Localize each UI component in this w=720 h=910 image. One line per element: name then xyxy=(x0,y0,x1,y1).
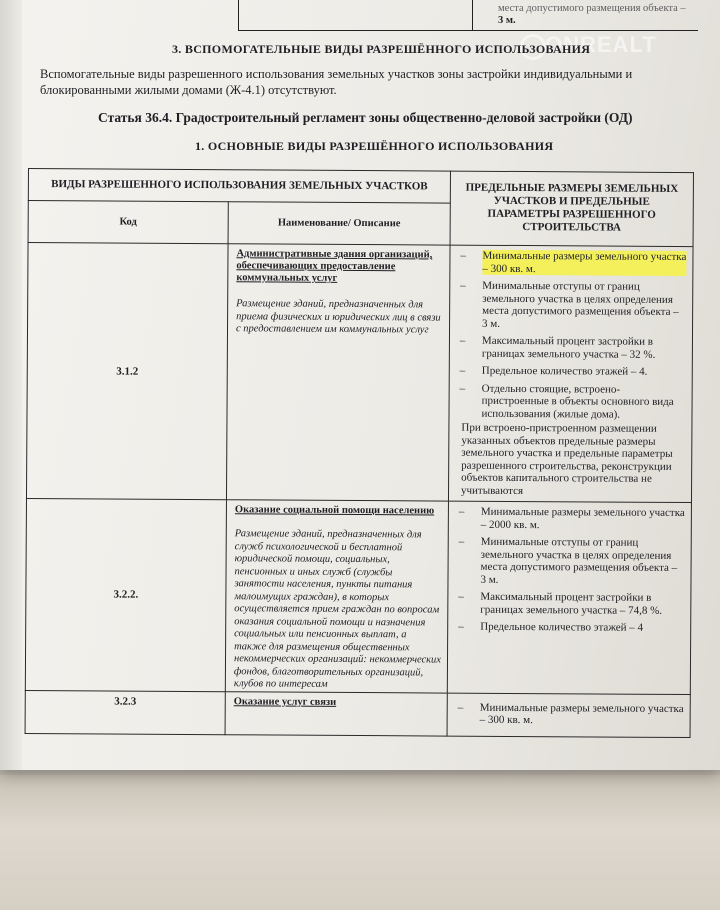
param-text: Минимальные отступы от границ земельного участка в целях определения места допустимого размещения объекта – 3 м. xyxy=(480,535,678,586)
param-text: Максимальный процент застройки в границах земельного участка – 74,8 %. xyxy=(480,590,663,617)
param-item xyxy=(459,382,685,421)
top-cell-line: места допустимого размещения объекта – xyxy=(498,3,686,14)
list-dash: – xyxy=(458,620,464,633)
list-dash: – xyxy=(458,505,465,518)
article-title: Статья 36.4. Градостроительный регламент зоны общественно-деловой застройки (ОД) xyxy=(98,110,633,125)
list-dash: – xyxy=(458,590,464,603)
row-name: Оказание услуг связи xyxy=(233,695,337,708)
param-item xyxy=(460,250,686,276)
param-item xyxy=(458,701,684,727)
list-dash: – xyxy=(460,279,466,292)
table-row xyxy=(25,498,691,694)
page-binding-edge xyxy=(0,0,22,770)
param-item xyxy=(459,506,685,532)
param-item xyxy=(460,365,686,379)
desk-surface xyxy=(0,775,720,910)
top-cell-line: 3 м. xyxy=(498,15,516,26)
row-code: 3.1.2 xyxy=(26,243,228,500)
param-text: Отдельно стоящие, встроено-пристроенные в объекты основного вида использования (жилые дома). xyxy=(481,382,674,421)
list-dash: – xyxy=(457,701,464,714)
header-permitted-uses: ВИДЫ РАЗРЕШЕННОГО ИСПОЛЬЗОВАНИЯ ЗЕМЕЛЬНЫХ УЧАСТКОВ xyxy=(28,169,450,204)
param-item xyxy=(458,591,684,617)
param-text-highlighted: Минимальные размеры земельного участка – 300 кв. м. xyxy=(482,249,687,275)
top-table-divider xyxy=(238,0,239,30)
param-text: Максимальный процент застройки в границах земельного участка – 32 %. xyxy=(481,334,656,361)
column-header-name: Наименование/ Описание xyxy=(228,202,450,245)
column-header-code: Код xyxy=(28,201,228,244)
section-1-title: 1. ОСНОВНЫЕ ВИДЫ РАЗРЕШЁННОГО ИСПОЛЬЗОВАНИЯ xyxy=(195,139,554,153)
regulation-table xyxy=(25,168,694,738)
row-name: Оказание социальной помощи населению xyxy=(234,504,435,517)
row-name: Административные здания организаций, обеспечивающих предоставление коммунальных услуг xyxy=(236,248,433,284)
list-dash: – xyxy=(458,535,465,548)
list-dash: – xyxy=(460,249,467,262)
row-description: Размещение зданий, предназначенных для служб психологической и бесплатной юридической помощи, социальных, пенсионных и иных служб (службы занятости населения, пункты питания малоимущих граждан), в которых осуществляется прием граждан по вопросам оказания социальной помощи и назначения социальных или пенсионных выплат, а также для размещения общественных некоммерческих организаций: некоммерческих фондов, благотворительных организаций, клубов по интересам xyxy=(233,528,442,690)
param-text: Предельное количество этажей – 4 xyxy=(480,620,644,634)
top-table-border xyxy=(238,30,698,31)
table-row xyxy=(25,690,690,737)
param-item xyxy=(458,536,684,587)
list-dash: – xyxy=(459,334,466,347)
param-item xyxy=(460,280,686,331)
row-code: 3.2.3 xyxy=(25,690,225,734)
section-3-title: 3. ВСПОМОГАТЕЛЬНЫЕ ВИДЫ РАЗРЕШЁННОГО ИСПОЛЬЗОВАНИЯ xyxy=(172,42,591,56)
param-text: Предельное количество этажей – 4. xyxy=(481,364,648,378)
param-text: Минимальные размеры земельного участка – 2000 кв. м. xyxy=(480,505,685,531)
param-note: При встроено-пристроенном размещении указанных объектов предельные размеры земельного участка и предельные параметры разрешенного строительства, реконструкции объектов капитального строительства не учитываются xyxy=(461,421,673,497)
param-text: Минимальные отступы от границ земельного участка в целях определения места допустимого размещения объекта – 3 м. xyxy=(482,279,679,330)
param-text: Минимальные размеры земельного участка – 300 кв. м. xyxy=(479,701,684,727)
param-item xyxy=(460,335,686,361)
section-3-text: Вспомогательные виды разрешенного использования земельных участков зоны застройки индивидуальными и блокированными жилыми домами (Ж-4.1) отсутствуют. xyxy=(40,67,633,97)
row-code: 3.2.2. xyxy=(25,498,226,691)
row-description: Размещение зданий, предназначенных для приема физических и юридических лиц в связи с предоставлением им коммунальных услуг xyxy=(235,298,441,336)
param-item xyxy=(458,621,684,635)
list-dash: – xyxy=(459,382,466,395)
header-limit-parameters: ПРЕДЕЛЬНЫЕ РАЗМЕРЫ ЗЕМЕЛЬНЫХ УЧАСТКОВ И ПРЕДЕЛЬНЫЕ ПАРАМЕТРЫ РАЗРЕШЕННОГО СТРОИТЕЛЬСТВА xyxy=(450,171,693,246)
watermark: ONREALT xyxy=(545,32,657,57)
top-table-divider xyxy=(472,0,473,30)
list-dash: – xyxy=(459,364,466,377)
table-row xyxy=(26,243,693,503)
